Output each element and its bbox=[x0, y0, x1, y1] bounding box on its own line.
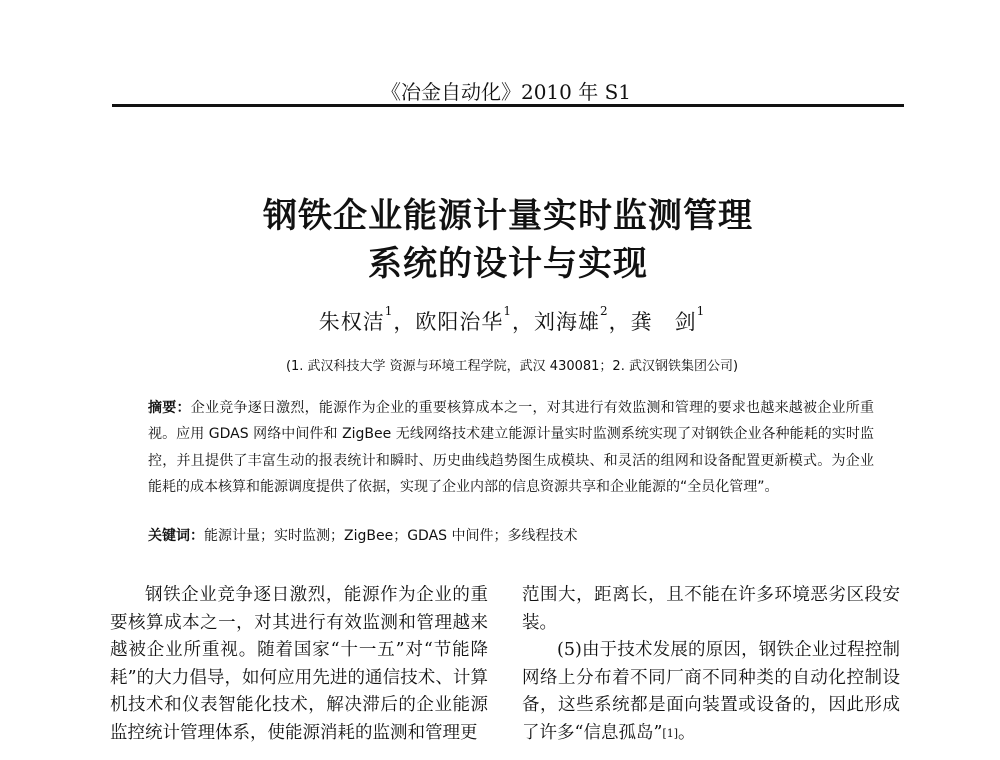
abstract-label: 摘要： bbox=[148, 400, 191, 416]
citation-marker[interactable]: [1] bbox=[662, 726, 678, 740]
author-name: 刘海雄 bbox=[534, 310, 600, 334]
author-list bbox=[112, 306, 912, 336]
paper-title-line-1: 钢铁企业能源计量实时监测管理 bbox=[263, 196, 753, 236]
header-rule bbox=[112, 104, 904, 107]
author-separator: ， bbox=[512, 310, 534, 334]
body-paragraph: 范围大，距离长，且不能在许多环境恶劣区段安装。 bbox=[522, 585, 900, 633]
keywords-label: 关键词： bbox=[148, 528, 204, 544]
keywords-text: 能源计量；实时监测；ZigBee；GDAS 中间件；多线程技术 bbox=[204, 528, 578, 544]
author-affiliation-mark: 1 bbox=[503, 304, 512, 318]
body-column-left bbox=[110, 582, 488, 748]
body-column-right bbox=[522, 582, 900, 748]
author-name: 朱权洁 bbox=[318, 310, 385, 334]
author-affiliation-mark: 2 bbox=[600, 304, 609, 318]
author-affiliation-mark: 1 bbox=[384, 304, 394, 318]
body-paragraph-end: 。 bbox=[678, 722, 696, 743]
body-paragraph bbox=[522, 637, 900, 747]
keywords bbox=[148, 525, 874, 545]
abstract-text: 企业竞争逐日激烈，能源作为企业的重要核算成本之一，对其进行有效监测和管理的要求也越来越被企业所重视。应用 GDAS 网络中间件和 ZigBee 无线网络技术建立能源计量实时监测系统实现了对钢铁企业各种能耗的实时监控，并且提供了丰富生动的报表统计和瞬时、历史曲线趋势图生成模块、和灵活的组网和设备配置更新模式。为企业能耗的成本核算和能源调度提供了依据，实现了企业内部的信息资源共享和企业能源的“全员化管理”。 bbox=[148, 400, 875, 495]
journal-header: 《冶金自动化》2010 年 S1 bbox=[380, 80, 632, 104]
affiliation: (1. 武汉科技大学 资源与环境工程学院，武汉 430081；2. 武汉钢铁集团公司) bbox=[285, 359, 739, 374]
abstract bbox=[148, 395, 874, 500]
author-separator: ， bbox=[608, 310, 631, 334]
author-name: 欧阳治华 bbox=[415, 310, 504, 334]
author-name: 龚 剑 bbox=[630, 310, 697, 334]
body-paragraph: 钢铁企业竞争逐日激烈，能源作为企业的重要核算成本之一，对其进行有效监测和管理越来越被企业所重视。随着国家“十一五”对“节能降耗”的大力倡导，如何应用先进的通信技术、计算机技术和仪表智能化技术，解决滞后的企业能源监控统计管理体系，使能源消耗的监测和管理更 bbox=[110, 585, 488, 743]
paper-title-line-2: 系统的设计与实现 bbox=[368, 244, 648, 284]
body-paragraph-text: (5)由于技术发展的原因，钢铁企业过程控制网络上分布着不同厂商不同种类的自动化控制设备，这些系统都是面向装置或设备的，因此形成了许多“信息孤岛” bbox=[522, 640, 900, 743]
author-separator: ， bbox=[393, 310, 416, 334]
author-affiliation-mark: 1 bbox=[696, 304, 706, 318]
